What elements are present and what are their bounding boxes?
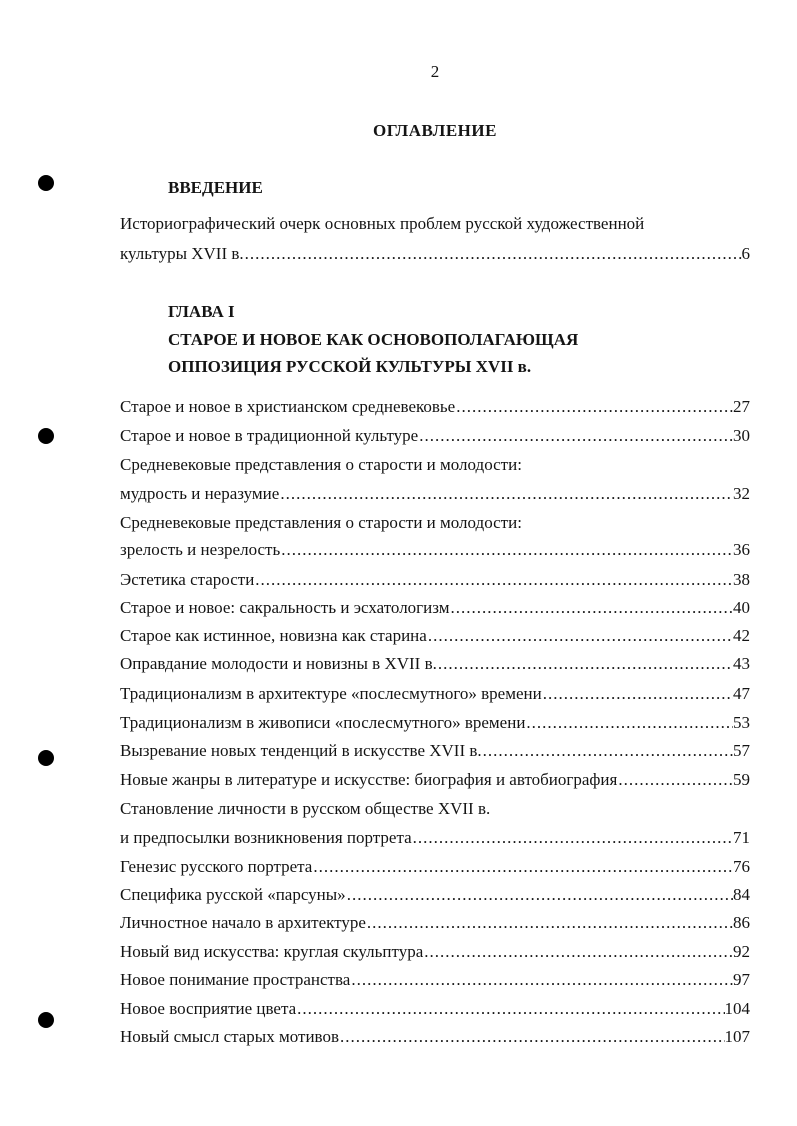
toc-entry-leader <box>437 653 733 675</box>
chapter-title-line: ОППОЗИЦИЯ РУССКОЙ КУЛЬТУРЫ XVII в. <box>168 357 532 376</box>
toc-entry-title: Личностное начало в архитектуре <box>120 913 366 932</box>
toc-entry-leader <box>254 569 733 591</box>
toc-entry-leader <box>617 769 733 791</box>
toc-entry-leader <box>350 969 733 991</box>
chapter-title-line: СТАРОЕ И НОВОЕ КАК ОСНОВОПОЛАГАЮЩАЯ <box>168 330 579 349</box>
toc-entry-title: зрелость и незрелость <box>120 540 281 559</box>
toc-entry-title: Новые жанры в литературе и искусстве: биография и автобиография <box>120 770 618 789</box>
toc-entry-page: 36 <box>733 540 750 559</box>
toc-entry-title: Новый смысл старых мотивов <box>120 1027 339 1046</box>
toc-entry-leader <box>418 425 733 447</box>
toc-entry-page: 30 <box>733 426 750 445</box>
toc-entry-page: 6 <box>741 244 750 263</box>
toc-entry-title: Традиционализм в архитектуре «послесмутного» времени <box>120 684 542 703</box>
toc-entry-page: 104 <box>724 999 750 1018</box>
toc-entry <box>120 712 750 734</box>
intro-line: Историографический очерк основных проблем русской художественной <box>120 214 645 233</box>
toc-entry-page: 59 <box>733 770 750 789</box>
toc-entry-title: Старое и новое в традиционной культуре <box>120 426 419 445</box>
toc-entry <box>120 539 750 561</box>
toc-entry-leader <box>296 998 724 1020</box>
toc-entry-page: 47 <box>733 684 750 703</box>
toc-entry <box>120 653 750 675</box>
toc-entry-leader <box>423 941 733 963</box>
toc-entry-page: 40 <box>733 598 750 617</box>
toc-entry <box>120 1026 750 1048</box>
toc-entry <box>120 998 750 1020</box>
toc-entry <box>120 625 750 647</box>
toc-entry-title: культуры XVII в. <box>120 244 244 263</box>
toc-entry-leader <box>449 597 733 619</box>
toc-entry-leader <box>244 243 742 265</box>
toc-entry <box>120 941 750 963</box>
toc-entry <box>120 425 750 447</box>
toc-entry-title: Оправдание молодости и новизны в XVII в. <box>120 654 437 673</box>
toc-entry-page: 32 <box>733 484 750 503</box>
toc-entry-page: 107 <box>724 1027 750 1046</box>
toc-entry <box>120 884 750 906</box>
toc-entry-title: Вызревание новых тенденций в искусстве XVII в. <box>120 741 482 760</box>
toc-entry <box>120 827 750 849</box>
toc-entry-title: Старое и новое в христианском средневековье <box>120 397 456 416</box>
toc-entry-page: 71 <box>733 828 750 847</box>
binder-hole-icon <box>38 428 54 444</box>
toc-entry-page: 38 <box>733 570 750 589</box>
toc-entry <box>120 683 750 705</box>
toc-entry-page: 57 <box>733 741 750 760</box>
toc-entry-title: Новое понимание пространства <box>120 970 351 989</box>
toc-entry <box>120 969 750 991</box>
toc-entry-leader <box>427 625 733 647</box>
toc-entry-leader <box>312 856 733 878</box>
toc-entry-leader <box>412 827 733 849</box>
toc-entry-leader <box>339 1026 725 1048</box>
toc-entry-leader <box>279 483 733 505</box>
toc-entry <box>120 396 750 418</box>
toc-entry <box>120 769 750 791</box>
toc-entry-title: мудрость и неразумие <box>120 484 280 503</box>
toc-entry-page: 86 <box>733 913 750 932</box>
binder-hole-icon <box>38 1012 54 1028</box>
toc-entry-leader <box>455 396 733 418</box>
toc-entry-page: 43 <box>733 654 750 673</box>
toc-entry-page: 92 <box>733 942 750 961</box>
toc-entry-title: Старое как истинное, новизна как старина <box>120 626 427 645</box>
toc-entry-page: 84 <box>733 885 750 904</box>
toc-entry <box>120 856 750 878</box>
toc-entry-page: 76 <box>733 857 750 876</box>
toc-entry-title: Специфика русской «парсуны» <box>120 885 346 904</box>
toc-title: ОГЛАВЛЕНИЕ <box>373 121 497 140</box>
binder-hole-icon <box>38 175 54 191</box>
chapter-label: ГЛАВА I <box>168 302 235 321</box>
toc-entry: Средневековые представления о старости и молодости: <box>120 455 522 474</box>
toc-entry-leader <box>366 912 733 934</box>
toc-entry-title: Генезис русского портрета <box>120 857 313 876</box>
toc-entry-title: Новый вид искусства: круглая скульптура <box>120 942 424 961</box>
toc-entry-leader <box>280 539 733 561</box>
toc-entry <box>120 740 750 762</box>
toc-entry-leader <box>525 712 733 734</box>
toc-entry: Средневековые представления о старости и молодости: <box>120 513 522 532</box>
toc-entry <box>120 569 750 591</box>
page-number: 2 <box>430 62 440 81</box>
toc-entry <box>120 597 750 619</box>
toc-entry-title: Эстетика старости <box>120 570 255 589</box>
intro-heading: ВВЕДЕНИЕ <box>168 178 263 197</box>
toc-entry-page: 53 <box>733 713 750 732</box>
toc-entry <box>120 912 750 934</box>
toc-entry-title: Старое и новое: сакральность и эсхатологизм <box>120 598 450 617</box>
toc-entry-page: 97 <box>733 970 750 989</box>
toc-entry-page: 27 <box>733 397 750 416</box>
toc-entry-leader <box>346 884 733 906</box>
toc-entry: Становление личности в русском обществе XVII в. <box>120 799 491 818</box>
toc-entry-leader <box>482 740 733 762</box>
toc-entry <box>120 243 750 265</box>
toc-entry-title: Традиционализм в живописи «послесмутного» времени <box>120 713 526 732</box>
toc-entry-page: 42 <box>733 626 750 645</box>
toc-entry-leader <box>542 683 733 705</box>
toc-entry-title: и предпосылки возникновения портрета <box>120 828 412 847</box>
binder-hole-icon <box>38 750 54 766</box>
toc-entry <box>120 483 750 505</box>
toc-entry-title: Новое восприятие цвета <box>120 999 297 1018</box>
